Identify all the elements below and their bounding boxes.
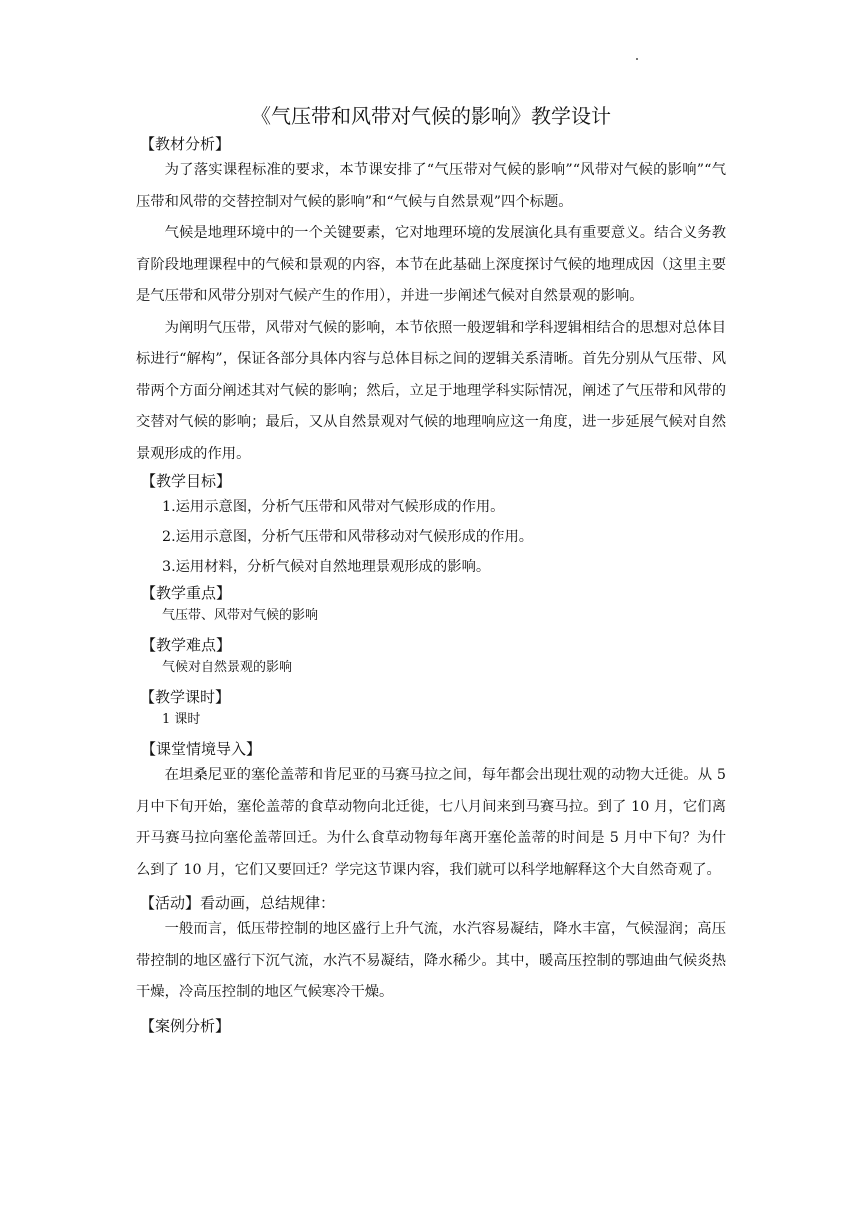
material-paragraph-2: 气候是地理环境中的一个关键要素，它对地理环境的发展演化具有重要意义。结合义务教育阶段地理课程中的气候和景观的内容，本节在此基础上深度探讨气候的地理成因（这里主要是气压带和风带分别对气候产生的作用），并进一步阐述气候对自然景观的影响。 [136,225,726,304]
heading-objectives: 【教学目标】 [141,472,232,490]
hours-text: 1 课时 [162,712,201,727]
difficulties-text: 气候对自然景观的影响 [162,660,293,675]
page-mark [636,58,638,60]
heading-hours: 【教学课时】 [140,688,231,706]
objective-item-2: 2.运用示意图，分析气压带和风带移动对气候形成的作用。 [162,529,534,545]
heading-intro: 【课堂情境导入】 [141,740,262,758]
heading-case-analysis: 【案例分析】 [140,1016,231,1035]
key-points-text: 气压带、风带对气候的影响 [162,608,319,623]
heading-key-points: 【教学重点】 [141,584,232,602]
heading-material-analysis: 【教材分析】 [140,135,231,153]
objective-item-3: 3.运用材料，分析气候对自然地理景观形成的影响。 [162,559,491,575]
material-paragraph-3: 为阐明气压带，风带对气候的影响，本节依照一般逻辑和学科逻辑相结合的思想对总体目标进行“解构”，保证各部分具体内容与总体目标之间的逻辑关系清晰。首先分别从气压带、风带两个方面分阐述其对气候的影响；然后，立足于地理学科实际情况，阐述了气压带和风带的交替对气候的影响；最后，又从自然景观对气候的地理响应这一角度，进一步延展气候对自然景观形成的作用。 [136,319,726,462]
document-page [136,102,726,1037]
intro-paragraph: 在坦桑尼亚的塞伦盖蒂和肯尼亚的马赛马拉之间，每年都会出现壮观的动物大迁徙。从 5 月中下旬开始，塞伦盖蒂的食草动物向北迁徙，七八月间来到马赛马拉。到了 10 月，它们离开马赛马拉向塞伦盖蒂回迁。为什么食草动物每年离开塞伦盖蒂的时间是 5 月中下旬？为什么到了 10 月，它们又要回迁？学完这节课内容，我们就可以科学地解释这个大自然奇观了。 [136,767,726,878]
document-title: 《气压带和风带对气候的影响》教学设计 [251,104,611,128]
material-paragraph-1: 为了落实课程标准的要求，本节课安排了“气压带对气候的影响”“风带对气候的影响”“气压带和风带的交替控制对气候的影响”和“气候与自然景观”四个标题。 [136,162,726,210]
activity-paragraph: 一般而言，低压带控制的地区盛行上升气流，水汽容易凝结，降水丰富，气候湿润；高压带控制的地区盛行下沉气流，水汽不易凝结，降水稀少。其中，暖高压控制的鄂迪曲气候炎热干燥，冷高压控制的地区气候寒冷干燥。 [136,921,726,1000]
heading-activity: 【活动】看动画，总结规律： [140,894,336,912]
objective-item-1: 1.运用示意图，分析气压带和风带对气候形成的作用。 [162,499,505,515]
heading-difficulties: 【教学难点】 [141,636,232,654]
